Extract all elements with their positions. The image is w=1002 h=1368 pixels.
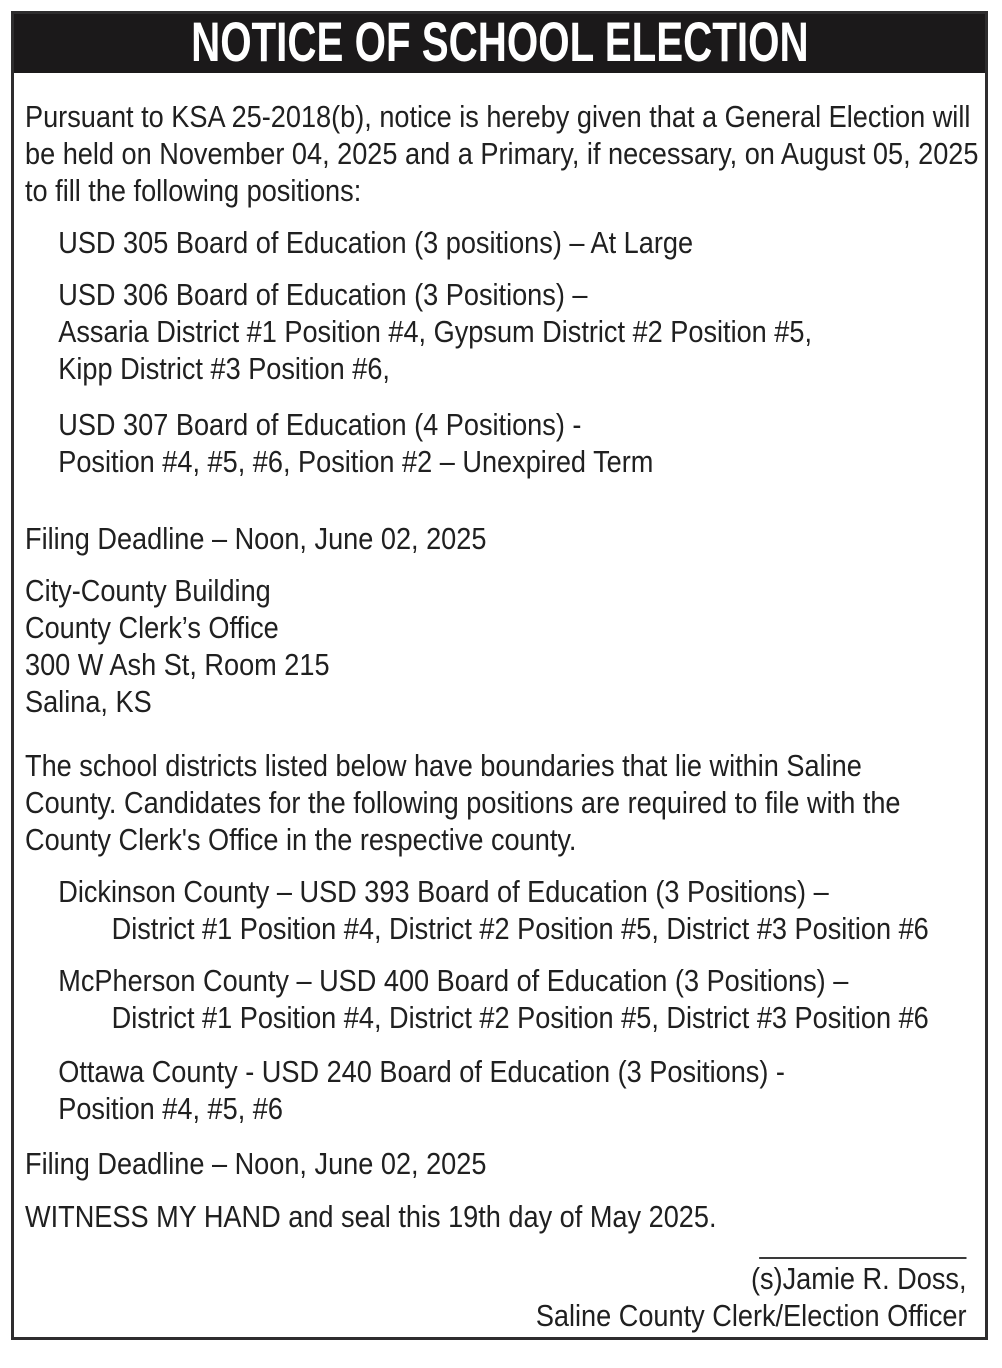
signature-title: Saline County Clerk/Election Officer [535,1298,967,1333]
county-intro-line: County. Candidates for the following positions are required to file with the [25,785,901,820]
filing-deadline-text: Filing Deadline – Noon, June 02, 2025 [25,1146,487,1181]
notice-header [14,14,985,73]
position-line: Assaria District #1 Position #4, Gypsum District #2 Position #5, [58,314,813,349]
notice-document [11,11,988,1340]
signature-block [25,1257,973,1334]
county-item-line: District #1 Position #4, District #2 Position #5, District #3 Position #6 [111,1000,929,1035]
address-line: 300 W Ash St, Room 215 [25,647,330,682]
address-line: Salina, KS [25,684,152,719]
county-item-mcpherson [25,962,973,1036]
county-item-line: McPherson County – USD 400 Board of Education (3 Positions) – [58,963,849,998]
signature-name: (s)Jamie R. Doss, [750,1261,967,1296]
position-line: USD 305 Board of Education (3 positions) – At Large [58,225,694,260]
notice-body [14,73,985,1334]
filing-deadline-second [25,1145,973,1182]
intro-line: be held on November 04, 2025 and a Primary, if necessary, on August 05, 2025 [25,136,979,171]
position-line: USD 307 Board of Education (4 Positions) - [58,407,582,442]
position-item-usd305 [25,224,973,261]
county-item-line: District #1 Position #4, District #2 Position #5, District #3 Position #6 [111,911,929,946]
address-block [25,572,973,720]
position-item-usd306 [25,276,973,387]
filing-deadline-text: Filing Deadline – Noon, June 02, 2025 [25,521,487,556]
county-item-dickinson [25,873,973,947]
position-line: Kipp District #3 Position #6, [58,351,390,386]
county-intro-line: County Clerk's Office in the respective county. [25,822,577,857]
position-line: USD 306 Board of Education (3 Positions) – [58,277,588,312]
county-item-line: Ottawa County - USD 240 Board of Education (3 Positions) - [58,1054,785,1089]
intro-line: Pursuant to KSA 25-2018(b), notice is hereby given that a General Election will [25,99,971,134]
position-line: Position #4, #5, #6, Position #2 – Unexpired Term [58,444,654,479]
position-item-usd307 [25,406,973,480]
witness-statement [25,1198,973,1235]
notice-text-column [25,98,979,1334]
witness-line: WITNESS MY HAND and seal this 19th day of May 2025. [25,1199,717,1234]
county-item-line: Position #4, #5, #6 [58,1091,283,1126]
intro-paragraph [25,98,979,209]
signature-rule-line [759,1257,966,1259]
notice-title: NOTICE OF SCHOOL ELECTION [190,14,809,73]
county-item-ottawa [25,1053,973,1127]
county-intro-paragraph [25,747,973,858]
address-line: City-County Building [25,573,271,608]
address-line: County Clerk’s Office [25,610,279,645]
county-intro-line: The school districts listed below have boundaries that lie within Saline [25,748,862,783]
intro-line: to fill the following positions: [25,173,362,208]
filing-deadline-first [25,520,973,557]
county-item-line: Dickinson County – USD 393 Board of Education (3 Positions) – [58,874,829,909]
